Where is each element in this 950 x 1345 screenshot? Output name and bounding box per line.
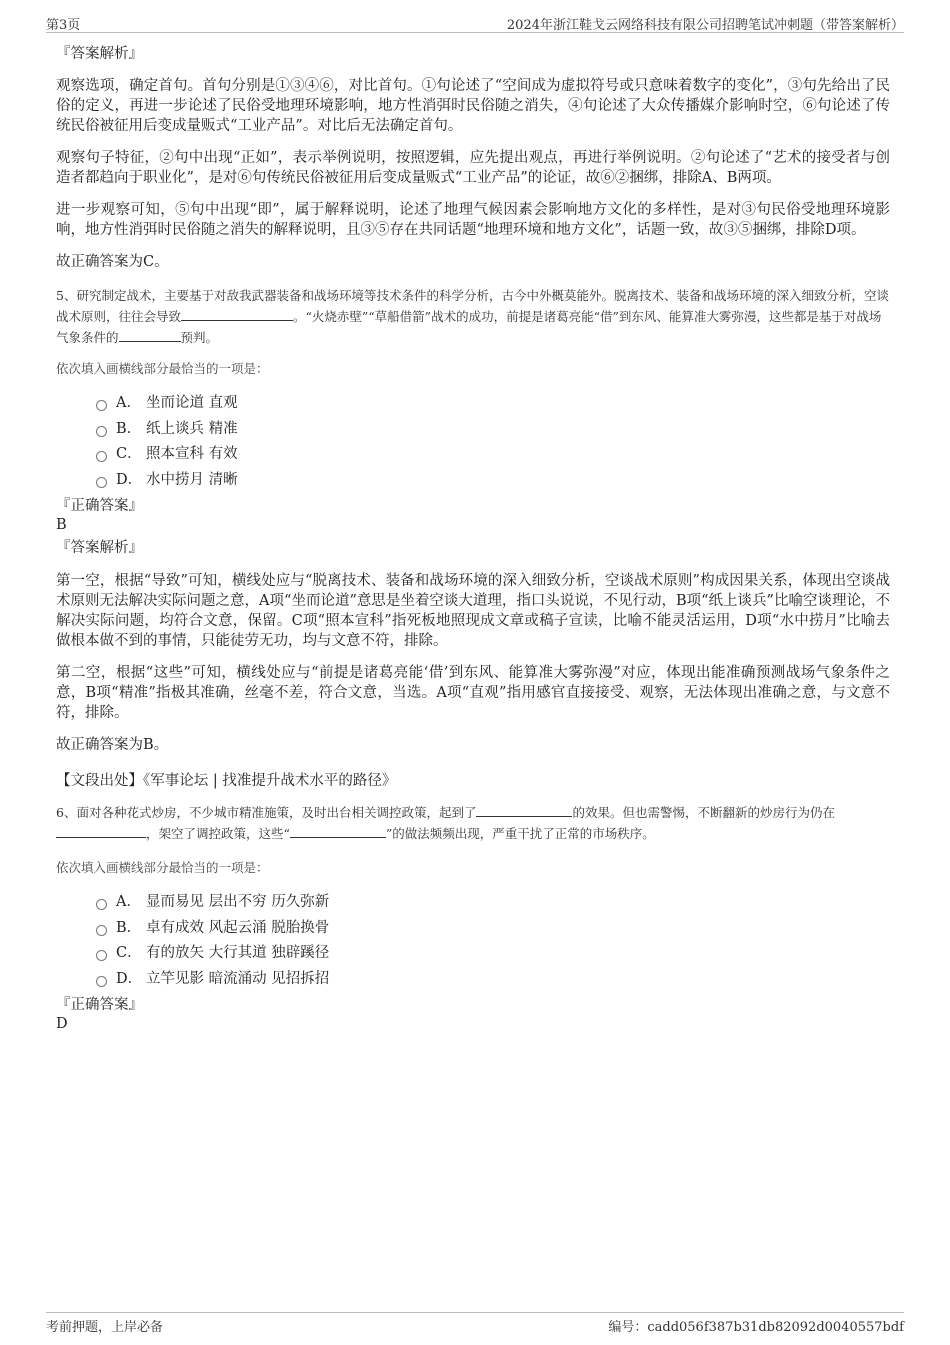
analysis-paragraph: 观察句子特征，②句中出现“正如”，表示举例说明，按照逻辑，应先提出观点，再进行举例说明。②句论述了“艺术的接受者与创造者都趋向于职业化”，是对⑥句传统民俗被征用后变成量贩式“工业产品”的论证，故⑥②捆绑，排除A、B两项。 (56, 150, 890, 186)
answer-conclusion: 故正确答案为B。 (56, 737, 169, 753)
fill-blank (290, 823, 386, 838)
option-a[interactable]: A． 显而易见 层出不穷 历久弥新 (56, 892, 890, 918)
option-c[interactable]: C． 照本宣科 有效 (56, 444, 890, 470)
option-b[interactable]: B． 卓有成效 风起云涌 脱胎换骨 (56, 918, 890, 944)
q4-analysis (56, 44, 890, 272)
radio-button[interactable] (96, 976, 107, 987)
analysis-paragraph: 观察选项，确定首句。首句分别是①③④⑥，对比首句。①句论述了“空间成为虚拟符号或只意味着数字的变化”，③句先给出了民俗的定义，再进一步论述了民俗受地理环境影响，地方性消弭时民俗随之消失，④句论述了大众传播媒介影响时空，⑥句论述了传统民俗被征用后变成量贩式“工业产品”。对比后无法确定首句。 (56, 78, 890, 134)
page-footer (46, 1312, 904, 1335)
fill-blank (476, 802, 572, 817)
answer-conclusion: 故正确答案为C。 (56, 254, 169, 270)
radio-button[interactable] (96, 477, 107, 488)
passage-source: 【文段出处】《军事论坛 | 找准提升战术水平的路径》 (56, 773, 397, 789)
document-code: 编号：cadd056f387b31db82092d0040557bdf (608, 1320, 904, 1335)
analysis-tag: 『答案解析』 (56, 46, 143, 62)
option-a[interactable]: A． 坐而论道 直观 (56, 393, 890, 419)
analysis-tag: 『答案解析』 (56, 540, 143, 556)
analysis-paragraph: 进一步观察可知，⑤句中出现“即”，属于解释说明，论述了地理气候因素会影响地方文化的多样性，是对③句民俗受地理环境影响，地方性消弭时民俗随之消失的解释说明，且③⑤存在共同话题“地理环境和地方文化”，话题一致，故③⑤捆绑，排除D项。 (56, 202, 890, 238)
correct-answer-tag: 『正确答案』 (56, 498, 143, 514)
radio-button[interactable] (96, 950, 107, 961)
correct-answer-tag: 『正确答案』 (56, 997, 143, 1013)
option-list (56, 892, 890, 994)
footer-slogan: 考前押题，上岸必备 (46, 1320, 164, 1335)
radio-button[interactable] (96, 451, 107, 462)
option-list (56, 393, 890, 495)
question-text: 6、面对各种花式炒房，不少城市精准施策，及时出台相关调控政策，起到了 的效果。但也需警惕，不断翻新的炒房行为仍在 ，架空了调控政策，这些“ ”的做法频频出现，严重干扰了正常的市场秩序。 (56, 802, 890, 844)
question-6 (56, 802, 890, 1034)
question-prompt: 依次填入画横线部分最恰当的一项是： (56, 860, 269, 875)
question-text: 5、研究制定战术，主要基于对敌我武器装备和战场环境等技术条件的科学分析，古今中外概莫能外。脱离技术、装备和战场环境的深入细致分析，空谈战术原则，往往会导致 。“火烧赤壁”“草船借箭”战术的成功，前提是诸葛亮能“借”到东风、能算准大雾弥漫，这些都是基于对战场气象条件的 预判。 (56, 288, 889, 345)
analysis-paragraph: 第二空，根据“这些”可知，横线处应与“前提是诸葛亮能‘借’到东风、能算准大雾弥漫”对应，体现出能准确预测战场气象条件之意，B项“精准”指极其准确，丝毫不差，符合文意，当选。A项“直观”指用感官直接接受、观察，无法体现出准确之意，与文意不符，排除。 (56, 665, 890, 721)
fill-blank (181, 306, 293, 321)
correct-answer: D (56, 1016, 68, 1032)
fill-blank (119, 327, 181, 342)
page-header (46, 12, 904, 33)
analysis-paragraph: 第一空，根据“导致”可知，横线处应与“脱离技术、装备和战场环境的深入细致分析，空谈战术原则”构成因果关系，体现出空谈战术原则无法解决实际问题之意，A项“坐而论道”意思是坐着空谈大道理，指口头说说，不见行动，B项“纸上谈兵”比喻空谈理论，不解决实际问题，均符合文意，保留。C项“照本宣科”指死板地照现成文章或稿子宣读，比喻不能灵活运用，D项“水中捞月”比喻去做根本做不到的事情，只能徒劳无功，均与文意不符，排除。 (56, 573, 890, 649)
page-number: 第3页 (46, 18, 81, 33)
radio-button[interactable] (96, 426, 107, 437)
question-5 (56, 285, 890, 791)
page-content (56, 44, 890, 1034)
option-c[interactable]: C． 有的放矢 大行其道 独辟蹊径 (56, 943, 890, 969)
correct-answer: B (56, 517, 67, 533)
fill-blank (56, 823, 146, 838)
radio-button[interactable] (96, 899, 107, 910)
document-title: 2024年浙江鞋戈云网络科技有限公司招聘笔试冲刺题（带答案解析） (506, 18, 904, 33)
radio-button[interactable] (96, 400, 107, 411)
question-prompt: 依次填入画横线部分最恰当的一项是： (56, 361, 269, 376)
radio-button[interactable] (96, 925, 107, 936)
option-d[interactable]: D． 立竿见影 暗流涌动 见招拆招 (56, 969, 890, 995)
option-b[interactable]: B． 纸上谈兵 精准 (56, 419, 890, 445)
option-d[interactable]: D． 水中捞月 清晰 (56, 470, 890, 496)
